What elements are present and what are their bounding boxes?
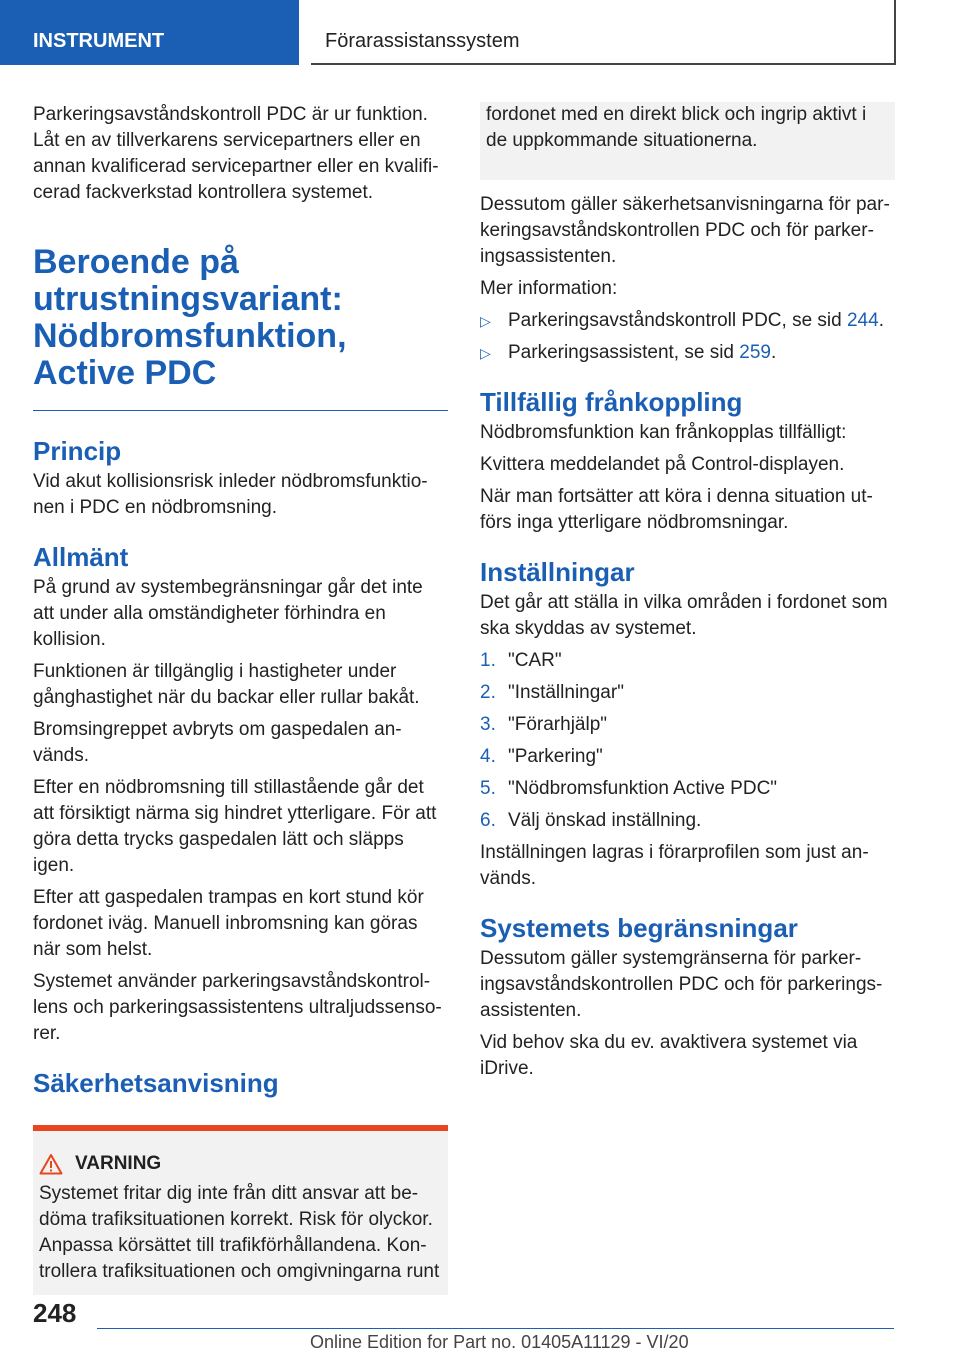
step-number: 3. [480,714,496,735]
step-text: "Parkering" [508,746,603,767]
allmant-paragraph: Efter en nödbromsning till stillastående går det att försiktigt närma sig hindret ytterligare. För att göra detta trycks gaspedalen lätt och släpps igen. [33,777,437,876]
tillfallig-paragraph: När man fortsätter att köra i denna situation utförs inga ytterligare nödbromsningar. [480,486,873,533]
step-text: "Nödbromsfunktion Active PDC" [508,778,778,799]
allmant-paragraph: Bromsingreppet avbryts om gaspedalen används. [33,719,402,766]
header-chapter-label: Förarassistanssystem [325,30,520,52]
tillfallig-paragraph: Nödbromsfunktion kan frånkopplas tillfälligt: [480,422,847,443]
heading-allmant: Allmänt [33,542,129,572]
warning-text: Systemet fritar dig inte från ditt ansvar att bedöma trafiksituationen korrekt. Risk för olyckor. Anpassa körsättet till trafikförhållandena. Kontrollera trafiksituationen och omgivningarna runt [39,1183,440,1282]
list-item [480,308,895,334]
header-section-tab [0,0,299,65]
footer-divider [97,1328,894,1329]
step-number: 6. [480,810,496,831]
step-number: 4. [480,746,496,767]
step-text: "CAR" [508,650,562,671]
warning-text-continued: fordonet med en direkt blick och ingrip aktivt i de uppkommande situationerna. [486,104,867,151]
heading-sakerhet: Säkerhetsanvisning [33,1068,279,1098]
page-link-259[interactable]: 259 [739,342,771,363]
bullet-text: Parkeringsavståndskontroll PDC, se sid [508,310,847,331]
heading-tillfallig: Tillfällig frånkoppling [480,387,743,417]
bullet-text: Parkeringsassistent, se sid [508,342,740,363]
list-item [480,340,895,366]
warning-header [39,1153,442,1175]
step-item [480,808,895,834]
heading-installningar: Inställningar [480,557,635,587]
bullet-tail: . [770,342,777,363]
triangle-bullet-icon: ▷ [480,345,491,361]
page-title: Beroende på utrustningsvariant: Nödbromsfunktion, Active PDC [33,243,347,392]
warning-label: VARNING [75,1153,162,1174]
page-link-244[interactable]: 244 [846,310,879,331]
right-column [480,102,895,1088]
footer-edition: Online Edition for Part no. 01405A11129 - VI/20 [310,1332,689,1352]
begransningar-paragraph: Vid behov ska du ev. avaktivera systemet via iDrive. [480,1032,858,1079]
warning-triangle-icon [39,1153,63,1175]
allmant-paragraph: Efter att gaspedalen trampas en kort stund kör fordonet iväg. Manuell inbromsning kan göras när som helst. [33,887,424,960]
step-item [480,776,895,802]
intro-paragraph: Parkeringsavståndskontroll PDC är ur funktion. Låt en av tillverkarens servicepartners eller en annan kvalificerad servicepartner eller en kvalificerad fackverkstad kontrollera systemet. [33,104,439,203]
allmant-paragraph: På grund av systembegränsningar går det inte att under alla omständigheter förhindra en kollision. [33,577,423,650]
step-item [480,744,895,770]
heading-princip: Princip [33,436,122,466]
installningar-intro: Det går att ställa in vilka områden i fordonet som ska skyddas av systemet. [480,592,888,639]
step-item [480,712,895,738]
title-divider [33,410,448,411]
tillfallig-paragraph: Kvittera meddelandet på Control-displayen. [480,454,845,475]
header-section-label: INSTRUMENT [33,30,165,52]
step-text: "Förarhjälp" [508,714,608,735]
heading-begransningar: Systemets begränsningar [480,913,798,943]
safety-paragraph: Dessutom gäller säkerhetsanvisningarna för parkeringsavståndskontrollen PDC och för parkeringsassistenten. [480,194,890,267]
step-number: 2. [480,682,496,703]
triangle-bullet-icon: ▷ [480,313,491,329]
installningar-outro: Inställningen lagras i förarprofilen som just används. [480,842,869,889]
page-number: 248 [33,1298,77,1328]
step-item [480,648,895,674]
bullet-tail: . [878,310,884,331]
step-number: 5. [480,778,496,799]
more-info-label: Mer information: [480,278,618,299]
header-chapter-tab [311,0,896,65]
warning-box-continued [480,102,895,180]
allmant-paragraph: Systemet använder parkeringsavståndskontrollens och parkeringsassistentens ultraljudssensorer. [33,971,442,1044]
warning-box [33,1125,448,1295]
princip-paragraph: Vid akut kollisionsrisk inleder nödbromsfunktionen i PDC en nödbromsning. [33,471,428,518]
step-item [480,680,895,706]
step-text: "Inställningar" [508,682,624,703]
allmant-paragraph: Funktionen är tillgänglig i hastigheter under gånghastighet när du backar eller rullar bakåt. [33,661,420,708]
left-column [33,102,448,1295]
step-number: 1. [480,650,496,671]
step-text: Välj önskad inställning. [508,810,702,831]
begransningar-paragraph: Dessutom gäller systemgränserna för parkeringsavståndskontrollen PDC och för parkeringsassistenten. [480,948,883,1021]
